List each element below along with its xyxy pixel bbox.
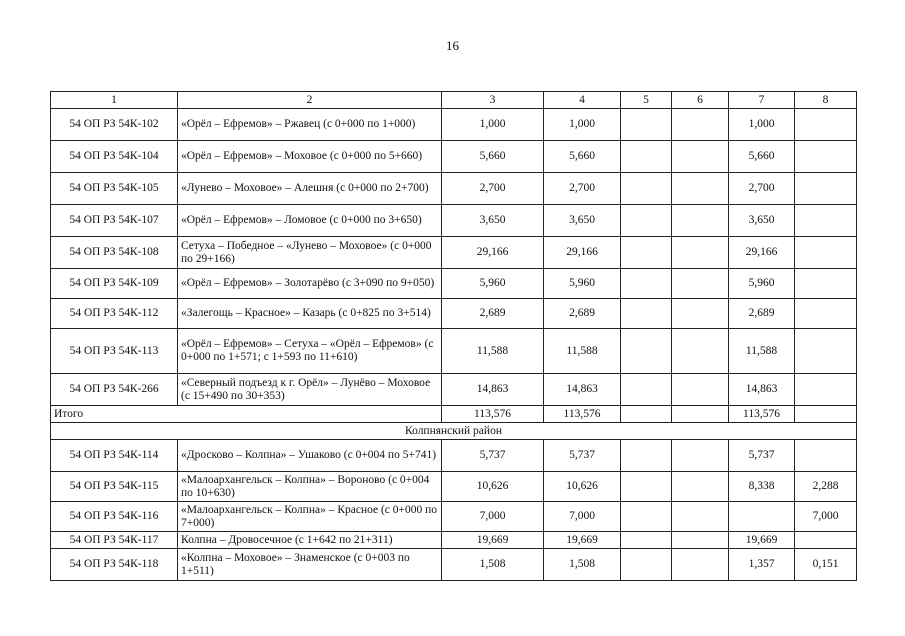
total-col6 <box>672 406 729 423</box>
cell-col8: 0,151 <box>795 549 857 581</box>
cell-col7: 1,000 <box>729 109 795 141</box>
cell-col3: 1,000 <box>442 109 544 141</box>
cell-col5 <box>621 549 672 581</box>
cell-col5 <box>621 269 672 299</box>
road-name: Колпна – Дровосечное (с 1+642 по 21+311) <box>178 532 442 549</box>
table-row <box>51 440 857 472</box>
cell-col5 <box>621 205 672 237</box>
cell-col8 <box>795 173 857 205</box>
table-row <box>51 329 857 374</box>
cell-col5 <box>621 472 672 502</box>
road-code: 54 ОП РЗ 54К-105 <box>51 173 178 205</box>
table-row <box>51 205 857 237</box>
cell-col4: 3,650 <box>544 205 621 237</box>
cell-col4: 1,000 <box>544 109 621 141</box>
cell-col3: 5,960 <box>442 269 544 299</box>
cell-col4: 14,863 <box>544 374 621 406</box>
cell-col5 <box>621 109 672 141</box>
road-name: «Орёл – Ефремов» – Моховое (с 0+000 по 5+660) <box>178 141 442 173</box>
total-col3: 113,576 <box>442 406 544 423</box>
cell-col5 <box>621 532 672 549</box>
column-header: 2 <box>178 92 442 109</box>
column-header: 3 <box>442 92 544 109</box>
cell-col7: 1,357 <box>729 549 795 581</box>
column-header: 8 <box>795 92 857 109</box>
road-code: 54 ОП РЗ 54К-116 <box>51 502 178 532</box>
cell-col7: 5,960 <box>729 269 795 299</box>
total-col5 <box>621 406 672 423</box>
section-row <box>51 423 857 440</box>
cell-col5 <box>621 374 672 406</box>
total-col8 <box>795 406 857 423</box>
road-name: «Залегощь – Красное» – Казарь (с 0+825 по 3+514) <box>178 299 442 329</box>
cell-col6 <box>672 472 729 502</box>
table-row <box>51 109 857 141</box>
column-header: 5 <box>621 92 672 109</box>
cell-col3: 2,689 <box>442 299 544 329</box>
cell-col8: 7,000 <box>795 502 857 532</box>
cell-col7: 2,700 <box>729 173 795 205</box>
cell-col3: 11,588 <box>442 329 544 374</box>
section-title: Колпнянский район <box>51 423 857 440</box>
total-row <box>51 406 857 423</box>
cell-col6 <box>672 109 729 141</box>
cell-col3: 10,626 <box>442 472 544 502</box>
table-row <box>51 237 857 269</box>
total-col7: 113,576 <box>729 406 795 423</box>
cell-col8: 2,288 <box>795 472 857 502</box>
cell-col8 <box>795 374 857 406</box>
cell-col3: 7,000 <box>442 502 544 532</box>
cell-col3: 19,669 <box>442 532 544 549</box>
column-header: 1 <box>51 92 178 109</box>
cell-col7: 11,588 <box>729 329 795 374</box>
cell-col8 <box>795 237 857 269</box>
cell-col6 <box>672 237 729 269</box>
cell-col7: 3,650 <box>729 205 795 237</box>
cell-col8 <box>795 109 857 141</box>
cell-col3: 14,863 <box>442 374 544 406</box>
cell-col4: 11,588 <box>544 329 621 374</box>
table-row <box>51 299 857 329</box>
cell-col5 <box>621 502 672 532</box>
cell-col6 <box>672 141 729 173</box>
cell-col6 <box>672 532 729 549</box>
road-name: «Северный подъезд к г. Орёл» – Лунёво – Моховое (с 15+490 по 30+353) <box>178 374 442 406</box>
cell-col4: 7,000 <box>544 502 621 532</box>
cell-col4: 5,660 <box>544 141 621 173</box>
road-code: 54 ОП РЗ 54К-104 <box>51 141 178 173</box>
road-name: «Дросково – Колпна» – Ушаково (с 0+004 по 5+741) <box>178 440 442 472</box>
cell-col3: 3,650 <box>442 205 544 237</box>
cell-col8 <box>795 269 857 299</box>
cell-col6 <box>672 549 729 581</box>
cell-col4: 19,669 <box>544 532 621 549</box>
cell-col3: 29,166 <box>442 237 544 269</box>
cell-col8 <box>795 532 857 549</box>
cell-col5 <box>621 237 672 269</box>
cell-col6 <box>672 205 729 237</box>
cell-col4: 5,960 <box>544 269 621 299</box>
road-code: 54 ОП РЗ 54К-266 <box>51 374 178 406</box>
column-header: 6 <box>672 92 729 109</box>
cell-col4: 2,700 <box>544 173 621 205</box>
cell-col4: 1,508 <box>544 549 621 581</box>
cell-col5 <box>621 440 672 472</box>
cell-col3: 5,737 <box>442 440 544 472</box>
cell-col5 <box>621 141 672 173</box>
cell-col8 <box>795 440 857 472</box>
cell-col7: 5,737 <box>729 440 795 472</box>
cell-col7 <box>729 502 795 532</box>
cell-col5 <box>621 173 672 205</box>
cell-col6 <box>672 329 729 374</box>
table-row <box>51 269 857 299</box>
road-name: «Орёл – Ефремов» – Ржавец (с 0+000 по 1+000) <box>178 109 442 141</box>
cell-col7: 8,338 <box>729 472 795 502</box>
column-header: 7 <box>729 92 795 109</box>
cell-col8 <box>795 299 857 329</box>
road-code: 54 ОП РЗ 54К-108 <box>51 237 178 269</box>
road-code: 54 ОП РЗ 54К-109 <box>51 269 178 299</box>
cell-col3: 1,508 <box>442 549 544 581</box>
table-row <box>51 141 857 173</box>
table-row <box>51 472 857 502</box>
cell-col4: 5,737 <box>544 440 621 472</box>
road-code: 54 ОП РЗ 54К-102 <box>51 109 178 141</box>
table-row <box>51 173 857 205</box>
cell-col6 <box>672 269 729 299</box>
cell-col8 <box>795 205 857 237</box>
road-name: «Лунево – Моховое» – Алешня (с 0+000 по 2+700) <box>178 173 442 205</box>
cell-col7: 29,166 <box>729 237 795 269</box>
road-code: 54 ОП РЗ 54К-107 <box>51 205 178 237</box>
table-row <box>51 532 857 549</box>
road-name: «Колпна – Моховое» – Знаменское (с 0+003 по 1+511) <box>178 549 442 581</box>
cell-col8 <box>795 329 857 374</box>
road-name: Сетуха – Победное – «Лунево – Моховое» (с 0+000 по 29+166) <box>178 237 442 269</box>
road-name: «Орёл – Ефремов» – Золотарёво (с 3+090 по 9+050) <box>178 269 442 299</box>
cell-col7: 2,689 <box>729 299 795 329</box>
cell-col6 <box>672 299 729 329</box>
cell-col7: 5,660 <box>729 141 795 173</box>
column-number-row <box>51 92 857 109</box>
cell-col8 <box>795 141 857 173</box>
total-col4: 113,576 <box>544 406 621 423</box>
cell-col6 <box>672 440 729 472</box>
cell-col4: 29,166 <box>544 237 621 269</box>
cell-col5 <box>621 329 672 374</box>
road-name: «Орёл – Ефремов» – Сетуха – «Орёл – Ефремов» (с 0+000 по 1+571; с 1+593 по 11+610) <box>178 329 442 374</box>
road-name: «Малоархангельск – Колпна» – Красное (с 0+000 по 7+000) <box>178 502 442 532</box>
cell-col3: 5,660 <box>442 141 544 173</box>
cell-col7: 19,669 <box>729 532 795 549</box>
cell-col6 <box>672 173 729 205</box>
cell-col5 <box>621 299 672 329</box>
cell-col3: 2,700 <box>442 173 544 205</box>
cell-col4: 10,626 <box>544 472 621 502</box>
cell-col6 <box>672 374 729 406</box>
page-number: 16 <box>446 38 459 53</box>
road-name: «Малоархангельск – Колпна» – Вороново (с 0+004 по 10+630) <box>178 472 442 502</box>
road-code: 54 ОП РЗ 54К-117 <box>51 532 178 549</box>
road-code: 54 ОП РЗ 54К-118 <box>51 549 178 581</box>
road-code: 54 ОП РЗ 54К-113 <box>51 329 178 374</box>
column-header: 4 <box>544 92 621 109</box>
total-label: Итого <box>51 406 442 423</box>
cell-col6 <box>672 502 729 532</box>
cell-col7: 14,863 <box>729 374 795 406</box>
table-row <box>51 374 857 406</box>
road-code: 54 ОП РЗ 54К-114 <box>51 440 178 472</box>
table-row <box>51 549 857 581</box>
road-code: 54 ОП РЗ 54К-112 <box>51 299 178 329</box>
cell-col4: 2,689 <box>544 299 621 329</box>
table-row <box>51 502 857 532</box>
roads-table <box>50 91 857 581</box>
road-name: «Орёл – Ефремов» – Ломовое (с 0+000 по 3+650) <box>178 205 442 237</box>
road-code: 54 ОП РЗ 54К-115 <box>51 472 178 502</box>
